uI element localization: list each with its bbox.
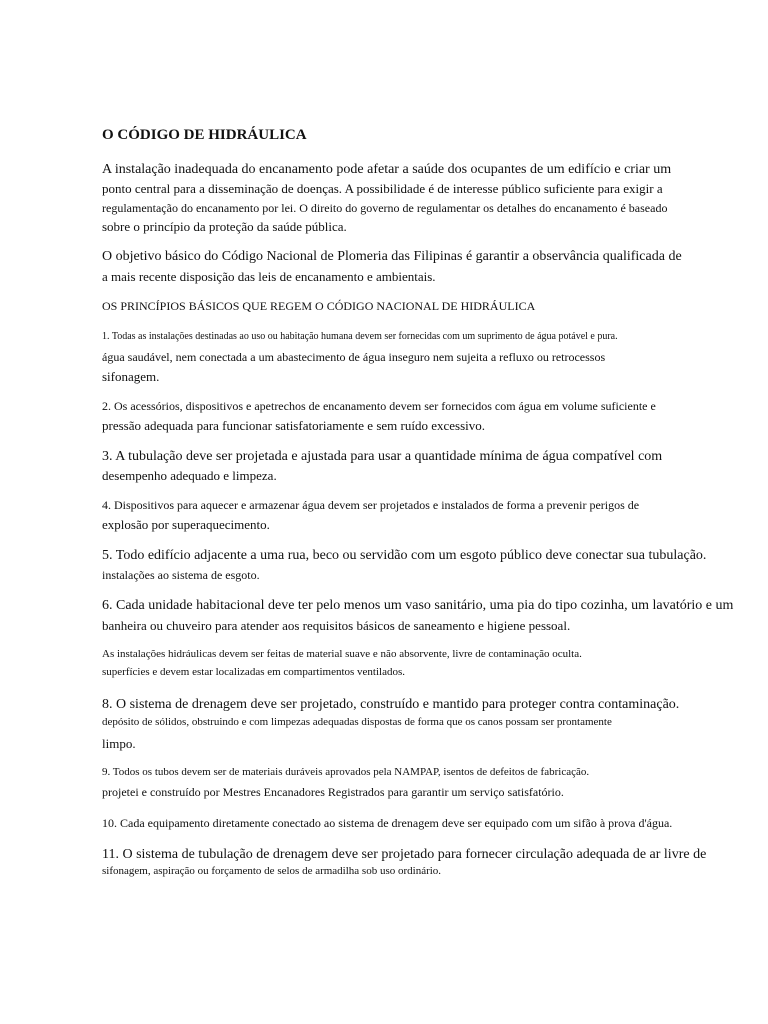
text-line: 1. Todas as instalações destinadas ao uso ou habitação humana devem ser fornecidas com um suprimento de água potável e pura. [102, 331, 618, 342]
text-line: 9. Todos os tubos devem ser de materiais duráveis aprovados pela NAMPAP, isentos de defeitos de fabricação. [102, 766, 590, 778]
principles-heading: OS PRINCÍPIOS BÁSICOS QUE REGEM O CÓDIGO NACIONAL DE HIDRÁULICA [102, 299, 536, 313]
text-line: desempenho adequado e limpeza. [102, 468, 277, 483]
text-line: 10. Cada equipamento diretamente conectado ao sistema de drenagem deve ser equipado com um sifão à prova d'água. [102, 816, 673, 830]
text-line: O objetivo básico do Código Nacional de Plomeria das Filipinas é garantir a observância qualificada de [102, 249, 682, 264]
text-line: A instalação inadequada do encanamento pode afetar a saúde dos ocupantes de um edifício e criar um [102, 162, 672, 177]
text-line: ponto central para a disseminação de doenças. A possibilidade é de interesse público suficiente para exigir a [102, 181, 663, 196]
document-title: O CÓDIGO DE HIDRÁULICA [102, 127, 307, 143]
text-line: a mais recente disposição das leis de encanamento e ambientais. [102, 269, 436, 284]
text-line: superfícies e devem estar localizadas em compartimentos ventilados. [102, 666, 405, 678]
text-line: sifonagem. [102, 369, 160, 384]
text-line: sobre o princípio da proteção da saúde pública. [102, 219, 347, 234]
text-line: pressão adequada para funcionar satisfatoriamente e sem ruído excessivo. [102, 418, 485, 433]
text-line: 8. O sistema de drenagem deve ser projetado, construído e mantido para proteger contra contaminação. [102, 697, 680, 712]
text-line: As instalações hidráulicas devem ser feitas de material suave e não absorvente, livre de contaminação oculta. [102, 648, 582, 660]
text-line: 3. A tubulação deve ser projetada e ajustada para usar a quantidade mínima de água compatível com [102, 449, 663, 464]
text-line: 11. O sistema de tubulação de drenagem deve ser projetado para fornecer circulação adequada de ar livre de [102, 847, 707, 862]
text-line: regulamentação do encanamento por lei. O direito do governo de regulamentar os detalhes do encanamento é baseado [102, 201, 668, 215]
text-line: depósito de sólidos, obstruindo e com limpezas adequadas dispostas de forma que os canos possam ser prontamente [102, 716, 612, 728]
text-line: 6. Cada unidade habitacional deve ter pelo menos um vaso sanitário, uma pia do tipo cozinha, um lavatório e um [102, 598, 734, 613]
text-line: 4. Dispositivos para aquecer e armazenar água devem ser projetados e instalados de forma a prevenir perigos de [102, 498, 640, 512]
text-line: 5. Todo edifício adjacente a uma rua, beco ou servidão com um esgoto público deve conectar sua tubulação. [102, 548, 707, 563]
text-line: banheira ou chuveiro para atender aos requisitos básicos de saneamento e higiene pessoal. [102, 618, 571, 633]
text-line: explosão por superaquecimento. [102, 517, 270, 532]
text-line: 2. Os acessórios, dispositivos e apetrechos de encanamento devem ser fornecidos com água em volume suficiente e [102, 399, 656, 413]
text-line: instalações ao sistema de esgoto. [102, 568, 260, 582]
text-line: sifonagem, aspiração ou forçamento de selos de armadilha sob uso ordinário. [102, 865, 442, 877]
text-line: projetei e construído por Mestres Encanadores Registrados para garantir um serviço satisfatório. [102, 785, 564, 799]
text-line: limpo. [102, 736, 136, 751]
text-line: água saudável, nem conectada a um abastecimento de água inseguro nem sujeita a refluxo ou retrocessos [102, 350, 606, 364]
